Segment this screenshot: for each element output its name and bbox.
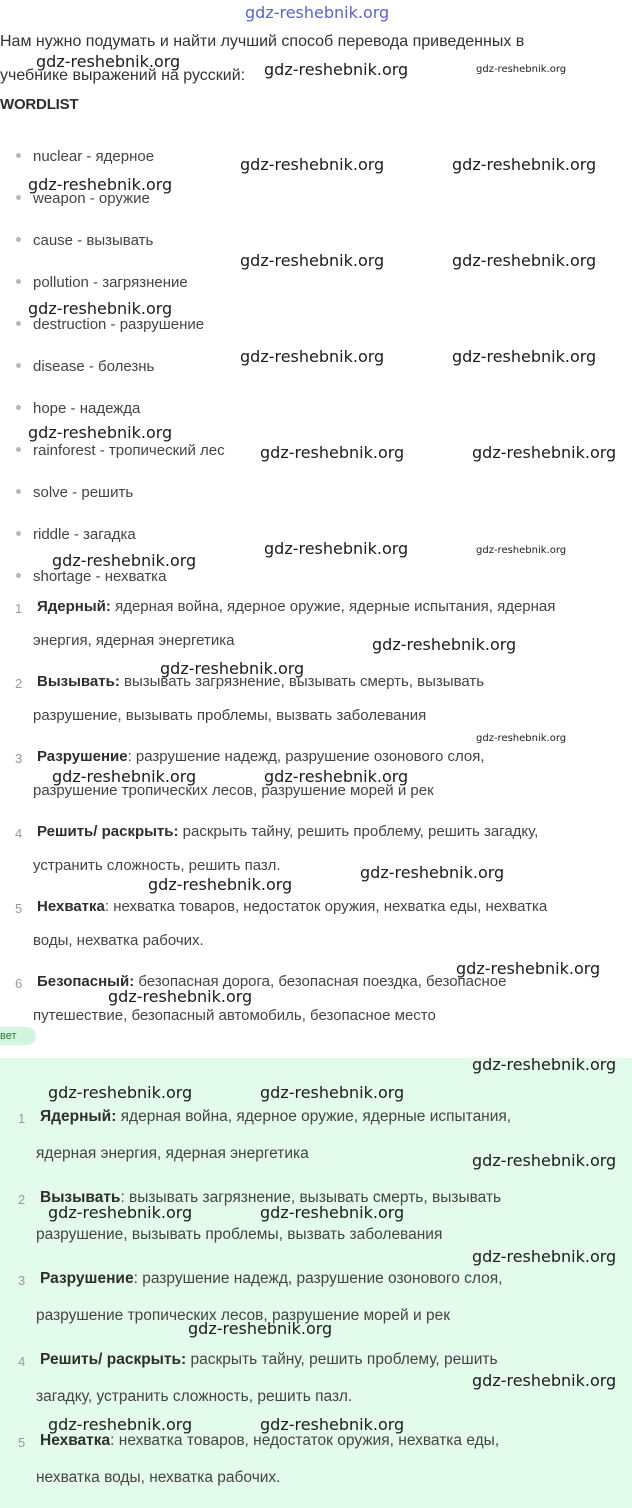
- item-text: ядерная война, ядерное оружие, ядерные испытания,: [116, 1108, 512, 1125]
- item-line-2: путешествие, безопасный автомобиль, безопасное место: [33, 1007, 436, 1024]
- list-item-text: riddle - загадка: [33, 526, 136, 543]
- list-item-text: nuclear - ядерное: [33, 148, 155, 165]
- item-term: Решить/ раскрыть:: [37, 823, 179, 840]
- list-item-text: weapon - оружие: [33, 190, 150, 207]
- list-item: [16, 358, 154, 375]
- watermark: gdz-reshebnik.org: [52, 767, 197, 786]
- watermark: gdz-reshebnik.org: [260, 1083, 405, 1102]
- list-item: [16, 484, 133, 501]
- watermark: gdz-reshebnik.org: [452, 155, 597, 174]
- intro-line-1: Нам нужно подумать и найти лучший способ перевода приведенных в: [0, 33, 525, 50]
- watermark: gdz-reshebnik.org: [240, 155, 385, 174]
- item-text: ядерная война, ядерное оружие, ядерные испытания, ядерная: [110, 598, 556, 615]
- list-item-text: destruction - разрушение: [33, 316, 205, 333]
- item-line-2: нехватка воды, нехватка рабочих.: [36, 1469, 281, 1486]
- item-number: 2: [15, 676, 23, 691]
- item-term: Нехватка: [40, 1432, 111, 1449]
- item-line-2: устранить сложность, решить пазл.: [33, 857, 281, 874]
- intro-line-2: учебнике выражений на русский:: [0, 67, 246, 84]
- watermark: gdz-reshebnik.org: [452, 251, 597, 270]
- item-text: вызывать загрязнение, вызывать смерть, вызывать: [119, 673, 485, 690]
- watermark: gdz-reshebnik.org: [28, 423, 173, 442]
- bullet-icon: [16, 489, 21, 494]
- list-item: [16, 148, 154, 165]
- watermark: gdz-reshebnik.org: [28, 299, 173, 318]
- item-number: 1: [15, 601, 23, 616]
- item-line-1: [37, 823, 538, 840]
- watermark: gdz-reshebnik.org: [108, 987, 253, 1006]
- bullet-icon: [16, 405, 21, 410]
- watermark: gdz-reshebnik.org: [264, 767, 409, 786]
- list-item: [16, 274, 188, 291]
- item-number: 5: [18, 1435, 26, 1450]
- item-line-2: разрушение, вызывать проблемы, вызвать заболевания: [33, 707, 427, 724]
- item-line-1: [37, 748, 485, 765]
- watermark: gdz-reshebnik.org: [260, 1415, 405, 1434]
- list-item-text: shortage - нехватка: [33, 568, 167, 585]
- item-line-1: [40, 1351, 498, 1369]
- item-term: Вызывать: [40, 1189, 121, 1206]
- list-item-text: disease - болезнь: [33, 358, 155, 375]
- bullet-icon: [16, 237, 21, 242]
- item-line-1: [40, 1108, 511, 1126]
- list-item-text: solve - решить: [33, 484, 134, 501]
- item-term: Решить/ раскрыть:: [40, 1351, 187, 1368]
- wordlist-heading: WORDLIST: [0, 96, 79, 113]
- site-watermark-top: gdz-reshebnik.org: [245, 3, 390, 22]
- watermark: gdz-reshebnik.org: [372, 635, 517, 654]
- bullet-icon: [16, 279, 21, 284]
- watermark: gdz-reshebnik.org: [472, 1055, 617, 1074]
- watermark: gdz-reshebnik.org: [476, 733, 567, 744]
- watermark: gdz-reshebnik.org: [472, 1247, 617, 1266]
- item-text: : нехватка товаров, недостаток оружия, нехватка еды,: [110, 1432, 500, 1449]
- item-line-2: загадку, устранить сложность, решить пазл.: [36, 1388, 353, 1405]
- watermark: gdz-reshebnik.org: [476, 64, 567, 75]
- item-text: раскрыть тайну, решить проблему, решить: [186, 1351, 498, 1368]
- item-number: 3: [18, 1273, 26, 1288]
- item-line-1: [40, 1432, 499, 1450]
- item-text: : нехватка товаров, недостаток оружия, нехватка еды, нехватка: [104, 898, 548, 915]
- watermark: gdz-reshebnik.org: [160, 659, 305, 678]
- item-number: 4: [15, 826, 23, 841]
- list-item: [16, 232, 153, 249]
- item-text: : вызывать загрязнение, вызывать смерть, вызывать: [120, 1189, 502, 1206]
- item-text: раскрыть тайну, решить проблему, решить загадку,: [178, 823, 539, 840]
- item-line-1: [37, 898, 547, 915]
- item-term: Вызывать:: [37, 673, 120, 690]
- watermark: gdz-reshebnik.org: [188, 1319, 333, 1338]
- list-item: [16, 442, 225, 459]
- watermark: gdz-reshebnik.org: [148, 875, 293, 894]
- watermark: gdz-reshebnik.org: [264, 60, 409, 79]
- item-text: : разрушение надежд, разрушение озонового слоя,: [127, 748, 485, 765]
- watermark: gdz-reshebnik.org: [260, 1203, 405, 1222]
- list-item-text: pollution - загрязнение: [33, 274, 188, 291]
- item-number: 2: [18, 1192, 26, 1207]
- item-number: 1: [18, 1111, 26, 1126]
- item-line-2: разрушение тропических лесов, разрушение морей и рек: [36, 1307, 450, 1324]
- item-line-2: энергия, ядерная энергетика: [33, 632, 235, 649]
- item-term: Нехватка: [37, 898, 105, 915]
- item-number: 6: [15, 976, 23, 991]
- item-number: 4: [18, 1354, 26, 1369]
- watermark: gdz-reshebnik.org: [48, 1203, 193, 1222]
- item-term: Разрушение: [37, 748, 128, 765]
- item-line-2: ядерная энергия, ядерная энергетика: [36, 1145, 309, 1162]
- watermark: gdz-reshebnik.org: [452, 347, 597, 366]
- bullet-icon: [16, 531, 21, 536]
- list-item: [16, 400, 140, 417]
- bullet-icon: [16, 153, 21, 158]
- watermark: gdz-reshebnik.org: [472, 443, 617, 462]
- bullet-icon: [16, 573, 21, 578]
- watermark: gdz-reshebnik.org: [52, 551, 197, 570]
- watermark: gdz-reshebnik.org: [240, 347, 385, 366]
- watermark: gdz-reshebnik.org: [472, 1371, 617, 1390]
- bullet-icon: [16, 447, 21, 452]
- list-item: [16, 568, 166, 585]
- item-line-1: [40, 1270, 502, 1288]
- list-item-text: cause - вызывать: [33, 232, 154, 249]
- watermark: gdz-reshebnik.org: [36, 52, 181, 71]
- item-term: Разрушение: [40, 1270, 134, 1287]
- bullet-icon: [16, 321, 21, 326]
- item-term: Ядерный:: [37, 598, 111, 615]
- watermark: gdz-reshebnik.org: [260, 443, 405, 462]
- item-line-1: [37, 598, 555, 615]
- watermark: gdz-reshebnik.org: [472, 1151, 617, 1170]
- list-item-text: hope - надежда: [33, 400, 141, 417]
- watermark: gdz-reshebnik.org: [48, 1083, 193, 1102]
- bullet-icon: [16, 363, 21, 368]
- item-line-2: воды, нехватка рабочих.: [33, 932, 204, 949]
- item-term: Безопасный:: [37, 973, 135, 990]
- item-number: 5: [15, 901, 23, 916]
- watermark: gdz-reshebnik.org: [240, 251, 385, 270]
- bullet-icon: [16, 195, 21, 200]
- item-text: : разрушение надежд, разрушение озонового слоя,: [133, 1270, 503, 1287]
- list-item: [16, 316, 204, 333]
- watermark: gdz-reshebnik.org: [28, 175, 173, 194]
- watermark: gdz-reshebnik.org: [264, 539, 409, 558]
- item-text: безопасная дорога, безопасная поездка, безопасное: [134, 973, 507, 990]
- item-line-2: разрушение, вызывать проблемы, вызвать заболевания: [36, 1226, 443, 1243]
- item-number: 3: [15, 751, 23, 766]
- watermark: gdz-reshebnik.org: [476, 545, 567, 556]
- item-line-2: разрушение тропических лесов, разрушение морей и рек: [33, 782, 434, 799]
- item-term: Ядерный:: [40, 1108, 117, 1125]
- list-item-text: rainforest - тропический лес: [33, 442, 225, 459]
- watermark: gdz-reshebnik.org: [48, 1415, 193, 1434]
- watermark: gdz-reshebnik.org: [360, 863, 505, 882]
- list-item: [16, 526, 136, 543]
- answer-tab[interactable]: вет: [0, 1027, 36, 1045]
- watermark: gdz-reshebnik.org: [456, 959, 601, 978]
